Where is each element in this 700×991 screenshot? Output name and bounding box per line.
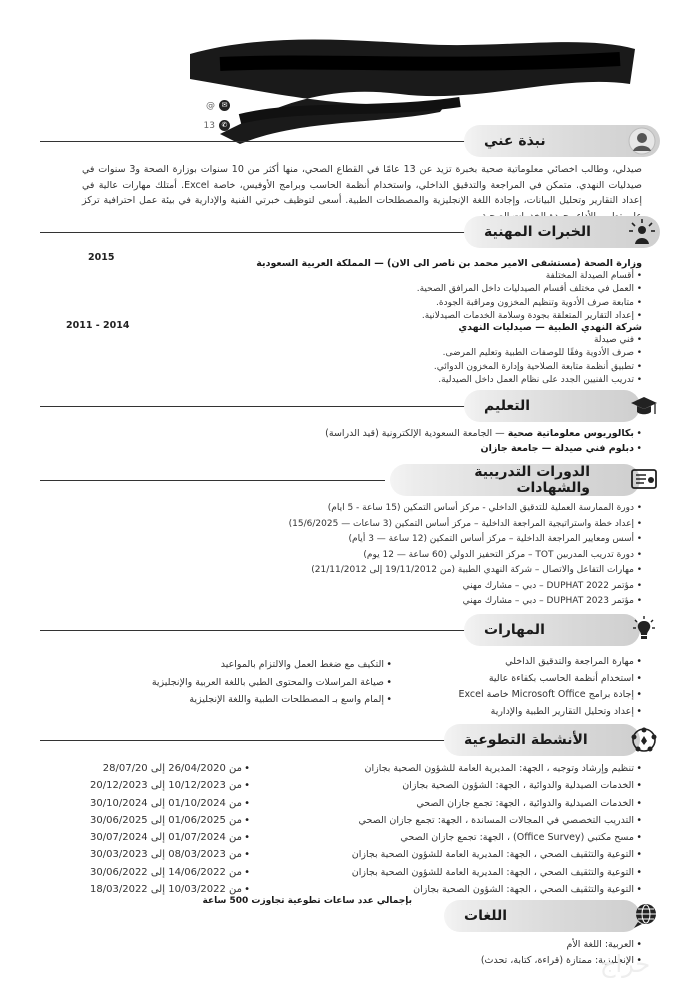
list-item: • من 10/03/2022 إلى 18/03/2022	[90, 881, 250, 898]
volunteer-network-icon	[630, 726, 658, 754]
email-contact: @ ✉	[206, 100, 230, 111]
section-education	[40, 390, 660, 422]
section-experience	[40, 216, 660, 248]
list-item: • من 14/06/2022 إلى 30/06/2022	[90, 864, 250, 881]
list-item: • بكالوريوس معلوماتية صحية — الجامعة السعودية الإلكترونية (قيد الدراسة)	[325, 426, 642, 441]
section-title: نبذة عني	[484, 133, 546, 149]
list-item: • إعداد التقارير المتعلقة بجودة وسلامة الخدمات الصيدلانية.	[417, 310, 642, 323]
list-item: • استخدام أنظمة الحاسب بكفاءة عالية	[458, 671, 642, 688]
volunteer-dates-list	[90, 760, 250, 898]
job2-year: 2011 - 2014	[66, 320, 130, 331]
list-item: • إلمام واسع بـ المصطلحات الطبية واللغة الإنجليزية	[152, 691, 392, 709]
list-item: • مهارة المراجعة والتدقيق الداخلي	[458, 654, 642, 671]
graduation-cap-icon	[630, 392, 658, 420]
list-item: • التوعية والتثقيف الصحي ، الجهة: المديرية العامة للشؤون الصحية بجازان	[352, 864, 642, 881]
team-leader-icon	[628, 218, 656, 246]
list-item: • مهارات التفاعل والاتصال – شركة النهدي الطبية (من 19/11/2012 إلى 21/11/2012)	[289, 563, 642, 579]
email-icon: ✉	[219, 100, 230, 111]
list-item: • تنظيم وإرشاد وتوجيه ، الجهة: المديرية العامة للشؤون الصحية بجازان	[352, 760, 642, 777]
list-item: • من 01/07/2024 إلى 30/07/2024	[90, 829, 250, 846]
section-volunteer	[40, 724, 660, 756]
skills-right-list	[458, 654, 642, 720]
list-item: • من 01/06/2025 إلى 30/06/2025	[90, 812, 250, 829]
person-icon	[628, 127, 656, 155]
list-item: • التوعية والتثقيف الصحي ، الجهة: الشؤون الصحية بجازان	[352, 881, 642, 898]
section-title: المهارات	[484, 622, 545, 638]
chat-globe-icon	[630, 902, 658, 930]
list-item: • التوعية والتثقيف الصحي ، الجهة: المديرية العامة للشؤون الصحية بجازان	[352, 846, 642, 863]
about-text: صيدلي، وطالب اخصائي معلوماتية صحية بخبرة تزيد عن 13 عامًا في القطاع الصحي، منها أكثر من 10 سنوات بوزارة الصحة و3 سنوات في صيدليات النهدي. متمكن في المراجعة والتدقيق الداخلي، واستخدام أنظمة الحاسب وبرامج الأوفيس، خاصة Excel. أمتلك مهارات عالية في إعداد التقارير وتحليل البيانات، وإجادة اللغة الإنجليزية والمصطلحات الطبية. أسعى لتوظيف خبرتي الفنية والإدارية في بيئة عمل احترافية تركز	[82, 164, 642, 206]
section-title: التعليم	[484, 398, 531, 414]
job2-title: شركة النهدي الطبية — صيدليات النهدي	[458, 322, 642, 333]
list-item: • مؤتمر DUPHAT 2022 – دبي – مشارك مهني	[289, 579, 642, 595]
list-item: • من 10/12/2023 إلى 20/12/2023	[90, 777, 250, 794]
list-item: • تدريب الفنيين الجدد على نظام العمل داخل الصيدلية.	[434, 374, 642, 387]
list-item: • متابعة صرف الأدوية وتنظيم المخزون ومراقبة الجودة.	[417, 297, 642, 310]
list-item: • دورة تدريب المدربين TOT – مركز التحفيز الدولي (60 ساعة — 12 يوم)	[289, 548, 642, 564]
certificate-icon	[630, 466, 658, 494]
section-languages	[40, 900, 660, 932]
section-about	[40, 125, 660, 157]
section-title: اللغات	[464, 908, 507, 924]
list-item: • الخدمات الصيدلية والدوائية ، الجهة: الشؤون الصحية بجازان	[352, 777, 642, 794]
list-item: • العمل في مختلف أقسام الصيدليات داخل المرافق الصحية.	[417, 283, 642, 296]
education-list	[325, 426, 642, 456]
list-item: • إعداد وتحليل التقارير الطبية والإدارية	[458, 704, 642, 721]
section-title: الدورات التدريبية والشهادات	[474, 464, 590, 496]
list-item: • فني صيدلة	[434, 334, 642, 347]
watermark-logo: حراج	[600, 950, 651, 978]
section-skills	[40, 614, 660, 646]
volunteer-activities-list	[352, 760, 642, 898]
list-item: • التكيف مع ضغط العمل والالتزام بالمواعيد	[152, 656, 392, 674]
list-item: • إعداد خطة واستراتيجية المراجعة الداخلية – مركز أساس التمكين (3 ساعات — 15/6/2025)	[289, 517, 642, 533]
job1-duties	[417, 270, 642, 323]
list-item: • أسس ومعايير المراجعة الداخلية – مركز أساس التمكين (12 ساعة — 3 أيام)	[289, 532, 642, 548]
list-item: • العربية: اللغة الأم	[481, 937, 642, 953]
section-title: الخبرات المهنية	[484, 224, 591, 240]
list-item: • التدريب التخصصي في المجالات المساندة ، الجهة: تجمع جازان الصحي	[352, 812, 642, 829]
courses-list	[289, 501, 642, 610]
section-title: الأنشطة التطوعية	[464, 732, 588, 748]
list-item: • تطبيق أنظمة متابعة الصلاحية وإدارة المخزون الدوائي.	[434, 361, 642, 374]
list-item: • مؤتمر DUPHAT 2023 – دبي – مشارك مهني	[289, 594, 642, 610]
list-item: • الإنجليزية: ممتازة (قراءة، كتابة، تحدث)	[481, 953, 642, 969]
list-item: • صرف الأدوية وفقًا للوصفات الطبية وتعليم المرضى.	[434, 347, 642, 360]
job1-year: 2015	[88, 252, 115, 263]
phone-icon: ✆	[219, 120, 230, 131]
list-item: • مسح مكتبي (Office Survey) ، الجهة: تجمع جازان الصحي	[352, 829, 642, 846]
skills-left-list	[152, 656, 392, 709]
list-item: • الخدمات الصيدلية والدوائية ، الجهة: تجمع جازان الصحي	[352, 795, 642, 812]
volunteer-total-hours: بإجمالي عدد ساعات تطوعية تجاوزت 500 ساعة	[202, 896, 412, 906]
job2-duties	[434, 334, 642, 387]
list-item: • إجادة برامج Microsoft Office خاصة Excel	[458, 687, 642, 704]
list-item: • دورة الممارسة العملية للتدقيق الداخلي - مركز أساس التمكين (15 ساعة - 5 ايام)	[289, 501, 642, 517]
list-item: • صياغة المراسلات والمحتوى الطبي باللغة العربية والإنجليزية	[152, 674, 392, 692]
section-courses	[40, 464, 660, 496]
list-item: • دبلوم فني صيدلة — جامعة جازان	[325, 441, 642, 456]
phone-contact: 13 ✆	[204, 120, 230, 131]
list-item: • أقسام الصيدلة المختلفة	[417, 270, 642, 283]
lightbulb-icon	[630, 616, 658, 644]
list-item: • من 01/10/2024 إلى 30/10/2024	[90, 795, 250, 812]
job1-title: وزارة الصحة (مستشفى الامير محمد بن ناصر الى الان) — المملكة العربية السعودية	[256, 258, 642, 269]
list-item: • من 08/03/2023 إلى 30/03/2023	[90, 846, 250, 863]
list-item: • من 26/04/2020 إلى 28/07/20	[90, 760, 250, 777]
